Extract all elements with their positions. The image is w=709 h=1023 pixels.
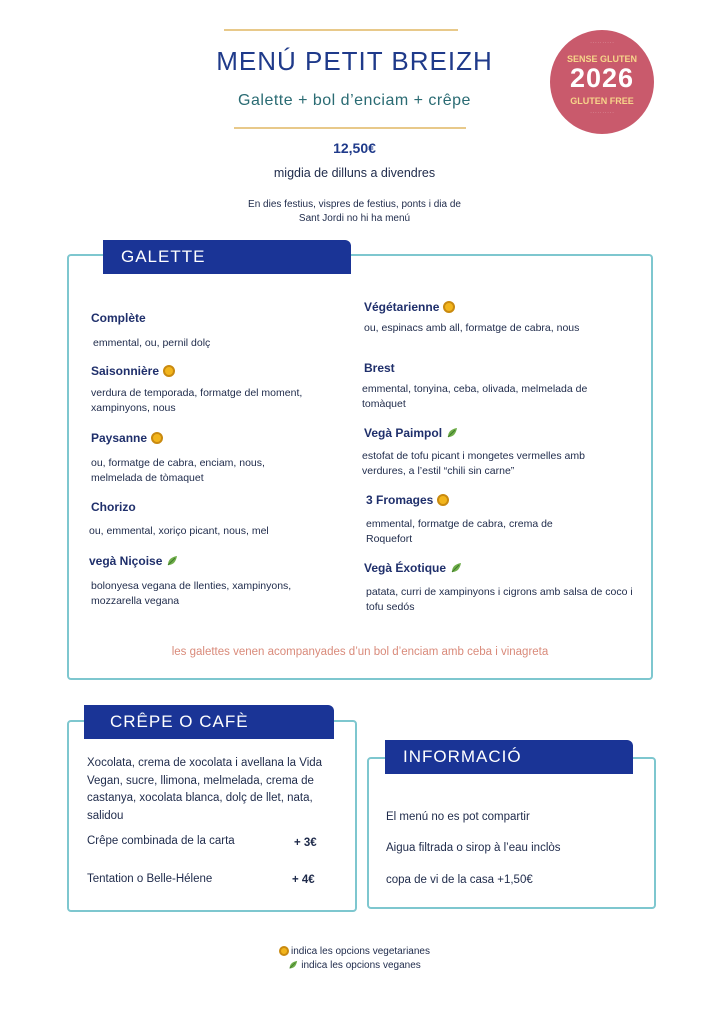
sunflower-icon	[443, 301, 455, 313]
galette-heading: GALETTE	[103, 240, 351, 274]
dish-name: vegà Niçoise	[89, 554, 178, 568]
dish-name: 3 Fromages	[366, 493, 449, 507]
dish-desc: bolonyesa vegana de llenties, xampinyons, mozzarella vegana	[91, 580, 292, 607]
sunflower-icon	[151, 432, 163, 444]
badge-decoration: · · · · · · · · · ·	[590, 40, 614, 45]
dish-name: Brest	[364, 361, 395, 375]
dish-desc: estofat de tofu picant i mongetes vermelles amb verdures, a l’estil “chili sin carne”	[362, 450, 585, 477]
galette-footer-note: les galettes venen acompanyades d’un bol d’enciam amb ceba i vinagreta	[171, 646, 549, 658]
crepe-item-label: Tentation o Belle-Hélene	[87, 873, 213, 885]
menu-note	[0, 198, 709, 226]
menu-note-line1: En dies festius, vispres de festius, ponts i dia de	[248, 199, 461, 210]
crepe-heading: CRÊPE O CAFÈ	[84, 705, 334, 739]
menu-title: MENÚ PETIT BREIZH	[216, 46, 493, 76]
info-heading: INFORMACIÓ	[385, 740, 633, 774]
menu-price: 12,50€	[333, 140, 376, 156]
crepe-desc: Xocolata, crema de xocolata i avellana la Vida Vegan, sucre, llimona, melmelada, crema de castanya, xocolata blanca, dolç de llet, nata, salidou	[87, 757, 323, 822]
dish-name: Saisonnière	[91, 364, 175, 378]
sunflower-icon	[279, 946, 289, 956]
dish-desc: patata, curri de xampinyons i cigrons amb salsa de coco i tofu sedós	[366, 586, 633, 613]
info-line: copa de vi de la casa +1,50€	[386, 874, 533, 886]
crepe-item-price: + 3€	[294, 837, 317, 849]
badge-decoration-bottom: · · · · · · · · · ·	[590, 110, 614, 115]
badge-line1: SENSE GLUTEN	[566, 54, 637, 64]
badge-line2: GLUTEN FREE	[570, 96, 634, 106]
bottom-divider	[234, 127, 466, 129]
leaf-icon	[166, 555, 178, 567]
info-line: El menú no es pot compartir	[386, 811, 530, 823]
gluten-free-badge	[550, 30, 654, 134]
info-section	[367, 757, 656, 909]
menu-subtitle: Galette + bol d’enciam + crêpe	[238, 92, 471, 109]
legend-vegetarian: indica les opcions vegetarianes	[0, 946, 709, 957]
sunflower-icon	[437, 494, 449, 506]
badge-year: 2026	[569, 63, 635, 93]
dish-desc: ou, emmental, xoriço picant, nous, mel	[89, 525, 269, 537]
leaf-icon	[288, 960, 298, 970]
sunflower-icon	[163, 365, 175, 377]
dish-desc: emmental, ou, pernil dolç	[93, 337, 211, 349]
dish-desc: verdura de temporada, formatge del moment, xampinyons, nous	[91, 387, 303, 414]
menu-schedule: migdia de dilluns a divendres	[273, 166, 436, 180]
info-line: Aigua filtrada o sirop à l’eau inclòs	[386, 842, 561, 854]
dish-name: Chorizo	[91, 500, 136, 514]
crepe-item-label: Crêpe combinada de la carta	[87, 835, 235, 847]
dish-desc: ou, espinacs amb all, formatge de cabra, nous	[364, 322, 580, 334]
menu-note-line2: Sant Jordi no hi ha menú	[298, 213, 411, 224]
dish-name: Végétarienne	[364, 300, 455, 314]
leaf-icon	[446, 427, 458, 439]
dish-desc: ou, formatge de cabra, enciam, nous, melmelada de tòmaquet	[91, 457, 265, 484]
crepe-item-price: + 4€	[292, 874, 315, 886]
legend-vegan: indica les opcions veganes	[0, 960, 709, 971]
top-divider	[224, 29, 458, 31]
dish-name: Paysanne	[91, 431, 163, 445]
dish-desc: emmental, formatge de cabra, crema de Roquefort	[366, 518, 553, 545]
dish-name: Vegà Paimpol	[364, 426, 458, 440]
dish-name: Complète	[91, 311, 146, 325]
dish-name: Vegà Éxotique	[364, 561, 462, 575]
dish-desc: emmental, tonyina, ceba, olivada, melmelada de tomàquet	[362, 383, 588, 410]
leaf-icon	[450, 562, 462, 574]
